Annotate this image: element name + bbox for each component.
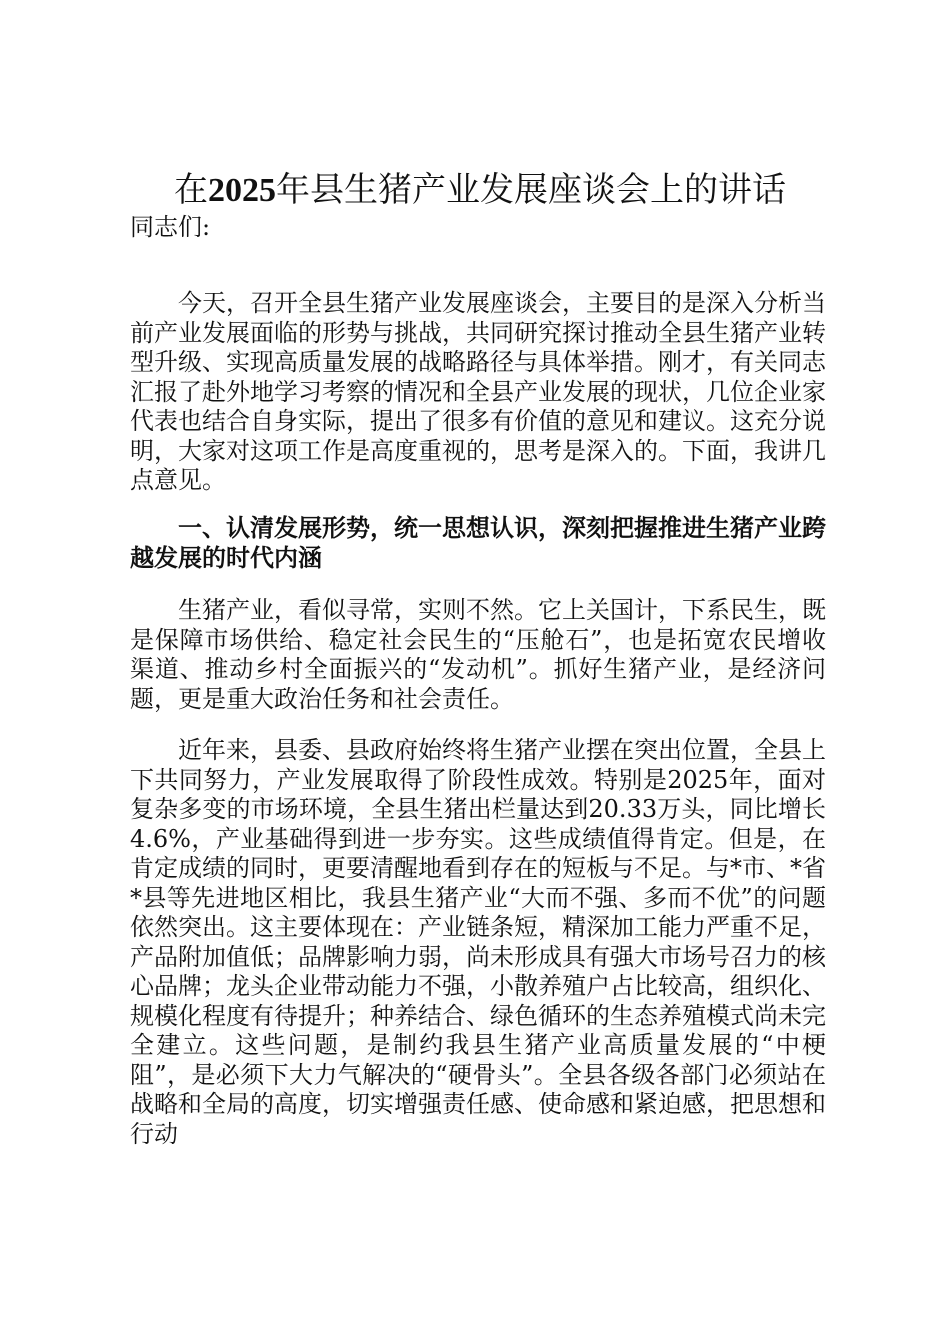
salutation: 同志们:	[130, 213, 211, 241]
title-year: 2025	[208, 172, 276, 209]
paragraph-opening: 今天，召开全县生猪产业发展座谈会，主要目的是深入分析当前产业发展面临的形势与挑战，共同研究探讨推动全县生猪产业转型升级、实现高质量发展的战略路径与具体举措。刚才，有关同志汇报了赴外地学习考察的情况和全县产业发展的现状，几位企业家代表也结合自身实际，提出了很多有价值的意见和建议。这充分说明，大家对这项工作是高度重视的，思考是深入的。下面，我讲几点意见。	[130, 289, 826, 494]
paragraph-achievements-and-problems: 近年来，县委、县政府始终将生猪产业摆在突出位置，全县上下共同努力，产业发展取得了阶段性成效。特别是2025年，面对复杂多变的市场环境，全县生猪出栏量达到20.33万头，同比增长4.6%，产业基础得到进一步夯实。这些成绩值得肯定。但是，在肯定成绩的同时，更要清醒地看到存在的短板与不足。与*市、*省*县等先进地区相比，我县生猪产业“大而不强、多而不优”的问题依然突出。这主要体现在：产业链条短，精深加工能力严重不足，产品附加值低；品牌影响力弱，尚未形成具有强大市场号召力的核心品牌；龙头企业带动能力不强，小散养殖户占比较高，组织化、规模化程度有待提升；种养结合、绿色循环的生态养殖模式尚未完全建立。这些问题，是制约我县生猪产业高质量发展的“中梗阻”，是必须下大力气解决的“硬骨头”。全县各级各部门必须站在战略和全局的高度，切实增强责任感、使命感和紧迫感，把思想和行动	[130, 736, 826, 1148]
document-title	[130, 168, 830, 213]
section-heading-1: 一、认清发展形势，统一思想认识，深刻把握推进生猪产业跨越发展的时代内涵	[130, 513, 826, 572]
title-prefix: 在	[174, 170, 208, 210]
paragraph-industry-importance: 生猪产业，看似寻常，实则不然。它上关国计，下系民生，既是保障市场供给、稳定社会民生的“压舱石”，也是拓宽农民增收渠道、推动乡村全面振兴的“发动机”。抓好生猪产业，是经济问题，更是重大政治任务和社会责任。	[130, 596, 826, 713]
title-suffix: 年县生猪产业发展座谈会上的讲话	[276, 170, 786, 210]
